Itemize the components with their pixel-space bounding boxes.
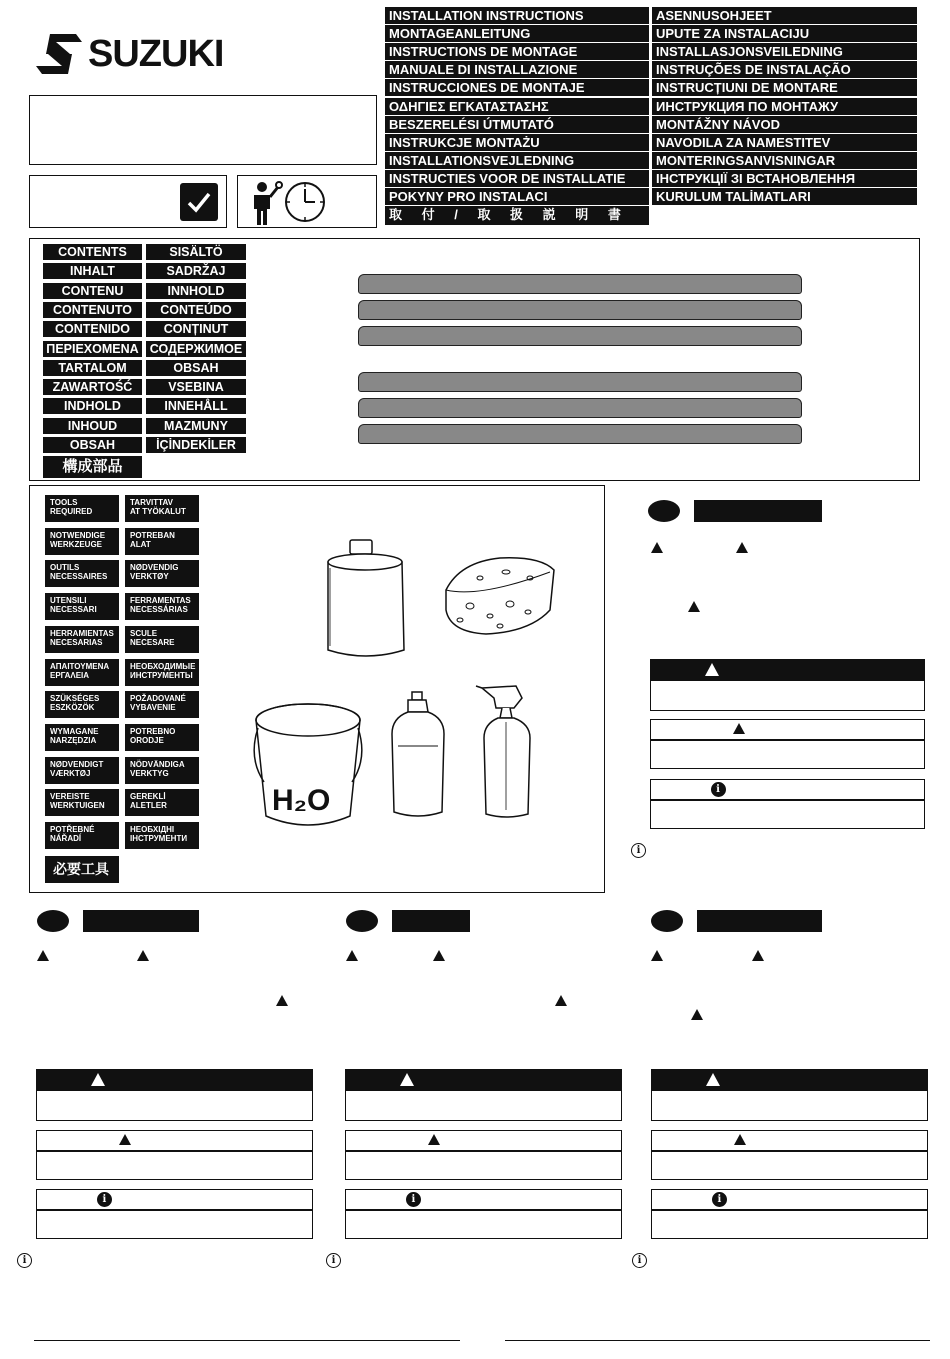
caution-text-box — [36, 1151, 313, 1180]
footer-rule-left — [34, 1340, 460, 1341]
warning-triangle-icon — [91, 1073, 105, 1086]
section-heading-bar — [694, 500, 822, 522]
info-icon: i — [632, 1253, 647, 1268]
caution-header — [651, 1130, 928, 1151]
warning-triangle-icon — [651, 950, 663, 961]
install-title: 取 付 / 取 扱 説 明 書 — [385, 206, 649, 225]
warning-triangle-icon — [346, 950, 358, 961]
footer-rule-right — [505, 1340, 930, 1341]
install-title: UPUTE ZA INSTALACIJU — [652, 25, 917, 42]
tools-label: NÖDVÄNDIGA VERKTYG — [125, 757, 199, 784]
section-heading-bar — [697, 910, 822, 932]
step-number-dot — [37, 910, 69, 932]
contents-label: OBSAH — [146, 360, 246, 376]
trim-strip — [358, 274, 802, 294]
install-title: INSTALLATION INSTRUCTIONS — [385, 7, 649, 24]
install-title: MONTÁŽNY NÁVOD — [652, 116, 917, 133]
install-title: ΟΔΗΓΙΕΣ ΕΓΚΑΤΑΣΤΑΣΗΣ — [385, 98, 649, 115]
warning-triangle-icon — [752, 950, 764, 961]
caution-text-box — [650, 740, 925, 769]
info-icon: i — [17, 1253, 32, 1268]
tools-label: FERRAMENTAS NECESSÁRIAS — [125, 593, 199, 620]
warning-triangle-icon — [37, 950, 49, 961]
warning-triangle-icon — [705, 663, 719, 676]
bucket-label: H₂O — [272, 784, 331, 817]
caution-header — [650, 719, 925, 740]
install-title: INSTALLATIONSVEJLEDNING — [385, 152, 649, 169]
contents-label: CONTENIDO — [43, 321, 142, 337]
suzuki-logo — [36, 32, 266, 76]
danger-header — [650, 659, 925, 680]
tools-label: NOTWENDIGE WERKZEUGE — [45, 528, 119, 555]
install-title: ИНСТРУКЦИЯ ПО МОНТАЖУ — [652, 98, 917, 115]
spray-bottle-icon — [472, 682, 542, 822]
caution-header — [345, 1130, 622, 1151]
tools-label-jp: 必要工具 — [45, 856, 119, 883]
warning-triangle-icon — [691, 1009, 703, 1020]
section-heading-bar — [83, 910, 199, 932]
contents-label: ΠΕΡΙΕΧΟΜΕΝΑ — [43, 341, 142, 357]
trim-strip — [358, 398, 802, 418]
section-heading-bar — [392, 910, 470, 932]
contents-label: INHOUD — [43, 418, 142, 434]
contents-label: MAZMUNY — [146, 418, 246, 434]
install-title: ІНСТРУКЦІЇ ЗІ ВСТАНОВЛЕННЯ — [652, 170, 917, 187]
time-required-box — [237, 175, 377, 228]
info-icon: i — [97, 1192, 112, 1207]
suzuki-s-mark-icon — [36, 32, 82, 76]
sponge-icon — [440, 550, 560, 640]
caution-text-box — [345, 1151, 622, 1180]
clock-icon — [284, 181, 326, 223]
danger-text-box — [345, 1090, 622, 1121]
model-info-box — [29, 95, 377, 165]
warning-triangle-icon — [734, 1134, 746, 1145]
note-header — [651, 1189, 928, 1210]
install-title: INSTRUKCJE MONTAŻU — [385, 134, 649, 151]
tools-label: ΑΠΑΙΤΟΥΜΕΝΑ ΕΡΓΑΛΕΙΑ — [45, 659, 119, 686]
install-title: MANUALE DI INSTALLAZIONE — [385, 61, 649, 78]
caution-header — [36, 1130, 313, 1151]
warning-triangle-icon — [137, 950, 149, 961]
warning-triangle-icon — [433, 950, 445, 961]
note-text-box — [650, 800, 925, 829]
tools-label: SZÜKSÉGES ESZKÖZÖK — [45, 691, 119, 718]
tools-label: POTREBAN ALAT — [125, 528, 199, 555]
step-number-dot — [346, 910, 378, 932]
tools-label: POTŘEBNÉ NÁŘADÍ — [45, 822, 119, 849]
warning-triangle-icon — [733, 723, 745, 734]
water-bucket-icon — [246, 698, 370, 832]
install-title: INSTRUÇÕES DE INSTALAÇÃO — [652, 61, 917, 78]
info-icon: i — [326, 1253, 341, 1268]
note-header — [345, 1189, 622, 1210]
tools-label: VEREISTE WERKTUIGEN — [45, 789, 119, 816]
install-title: INSTALLASJONSVEILEDNING — [652, 43, 917, 60]
info-icon: i — [712, 1192, 727, 1207]
contents-label: INNHOLD — [146, 283, 246, 299]
caution-text-box — [651, 1151, 928, 1180]
contents-label: CONTENTS — [43, 244, 142, 260]
contents-label: CONTEÚDO — [146, 302, 246, 318]
tools-label: UTENSILI NECESSARI — [45, 593, 119, 620]
tools-label: POTREBNO ORODJE — [125, 724, 199, 751]
warning-triangle-icon — [555, 995, 567, 1006]
tools-label: TARVITTAV AT TYÖKALUT — [125, 495, 199, 522]
danger-header — [651, 1069, 928, 1090]
brand-name: SUZUKI — [88, 33, 224, 75]
note-text-box — [36, 1210, 313, 1239]
contents-label: 構成部品 — [43, 456, 142, 478]
detergent-bottle-icon — [388, 690, 448, 820]
warning-triangle-icon — [276, 995, 288, 1006]
contents-label: CONTENUTO — [43, 302, 142, 318]
warning-triangle-icon — [736, 542, 748, 553]
danger-text-box — [651, 1090, 928, 1121]
note-header — [650, 779, 925, 800]
step-number-dot — [651, 910, 683, 932]
contents-label: SADRŽAJ — [146, 263, 246, 279]
warning-triangle-icon — [706, 1073, 720, 1086]
danger-header — [345, 1069, 622, 1090]
warning-triangle-icon — [428, 1134, 440, 1145]
tools-label: SCULE NECESARE — [125, 626, 199, 653]
contents-label: INHALT — [43, 263, 142, 279]
tools-label: OUTILS NECESSAIRES — [45, 560, 119, 587]
contents-label: SISÄLTÖ — [146, 244, 246, 260]
contents-label: OBSAH — [43, 437, 142, 453]
install-title: MONTAGEANLEITUNG — [385, 25, 649, 42]
info-icon: i — [711, 782, 726, 797]
warning-triangle-icon — [119, 1134, 131, 1145]
tools-label: WYMAGANE NARZĘDZIA — [45, 724, 119, 751]
install-title: KURULUM TALİMATLARI — [652, 188, 917, 205]
danger-text-box — [650, 680, 925, 711]
contents-label: INNEHÅLL — [146, 398, 246, 414]
cleaner-can-icon — [322, 538, 412, 668]
install-title: BESZERELÉSI ÚTMUTATÓ — [385, 116, 649, 133]
note-header — [36, 1189, 313, 1210]
install-title: INSTRUCTIONS DE MONTAGE — [385, 43, 649, 60]
note-text-box — [345, 1210, 622, 1239]
contents-label: CONȚINUT — [146, 321, 246, 337]
install-title: POKYNY PRO INSTALACI — [385, 188, 649, 205]
trim-strip — [358, 326, 802, 346]
info-icon: i — [631, 843, 646, 858]
install-title: INSTRUCȚIUNI DE MONTARE — [652, 79, 917, 96]
contents-label: TARTALOM — [43, 360, 142, 376]
trim-strip — [358, 372, 802, 392]
tools-label: NØDVENDIGT VÆRKTØJ — [45, 757, 119, 784]
tools-label: NØDVENDIG VERKTØY — [125, 560, 199, 587]
mechanic-icon — [244, 177, 284, 227]
install-title: INSTRUCTIES VOOR DE INSTALLATIE — [385, 170, 649, 187]
trim-strip — [358, 300, 802, 320]
warning-triangle-icon — [651, 542, 663, 553]
tools-label: POŽADOVANÉ VYBAVENIE — [125, 691, 199, 718]
step-number-dot — [648, 500, 680, 522]
info-icon: i — [406, 1192, 421, 1207]
install-title: MONTERINGSANVISNINGAR — [652, 152, 917, 169]
warning-triangle-icon — [400, 1073, 414, 1086]
tools-label: НЕОБХІДНІ ІНСТРУМЕНТИ — [125, 822, 199, 849]
checkmark-icon — [180, 183, 218, 221]
danger-header — [36, 1069, 313, 1090]
install-title: NAVODILA ZA NAMESTITEV — [652, 134, 917, 151]
contents-label: ZAWARTOŚĆ — [43, 379, 142, 395]
note-text-box — [651, 1210, 928, 1239]
danger-text-box — [36, 1090, 313, 1121]
skill-level-box — [29, 175, 227, 228]
tools-label: HERRAMIENTAS NECESARIAS — [45, 626, 119, 653]
install-title: INSTRUCCIONES DE MONTAJE — [385, 79, 649, 96]
install-title: ASENNUSOHJEET — [652, 7, 917, 24]
contents-label: СОДЕРЖИМОЕ — [146, 341, 246, 357]
contents-label: INDHOLD — [43, 398, 142, 414]
contents-label: VSEBINA — [146, 379, 246, 395]
contents-label: CONTENU — [43, 283, 142, 299]
tools-label: TOOLS REQUIRED — [45, 495, 119, 522]
contents-label: İÇİNDEKİLER — [146, 437, 246, 453]
tools-label: НЕОБХОДИМЫЕ ИНСТРУМЕНТЫ — [125, 659, 199, 686]
trim-strip — [358, 424, 802, 444]
warning-triangle-icon — [688, 601, 700, 612]
tools-label: GEREKLİ ALETLER — [125, 789, 199, 816]
